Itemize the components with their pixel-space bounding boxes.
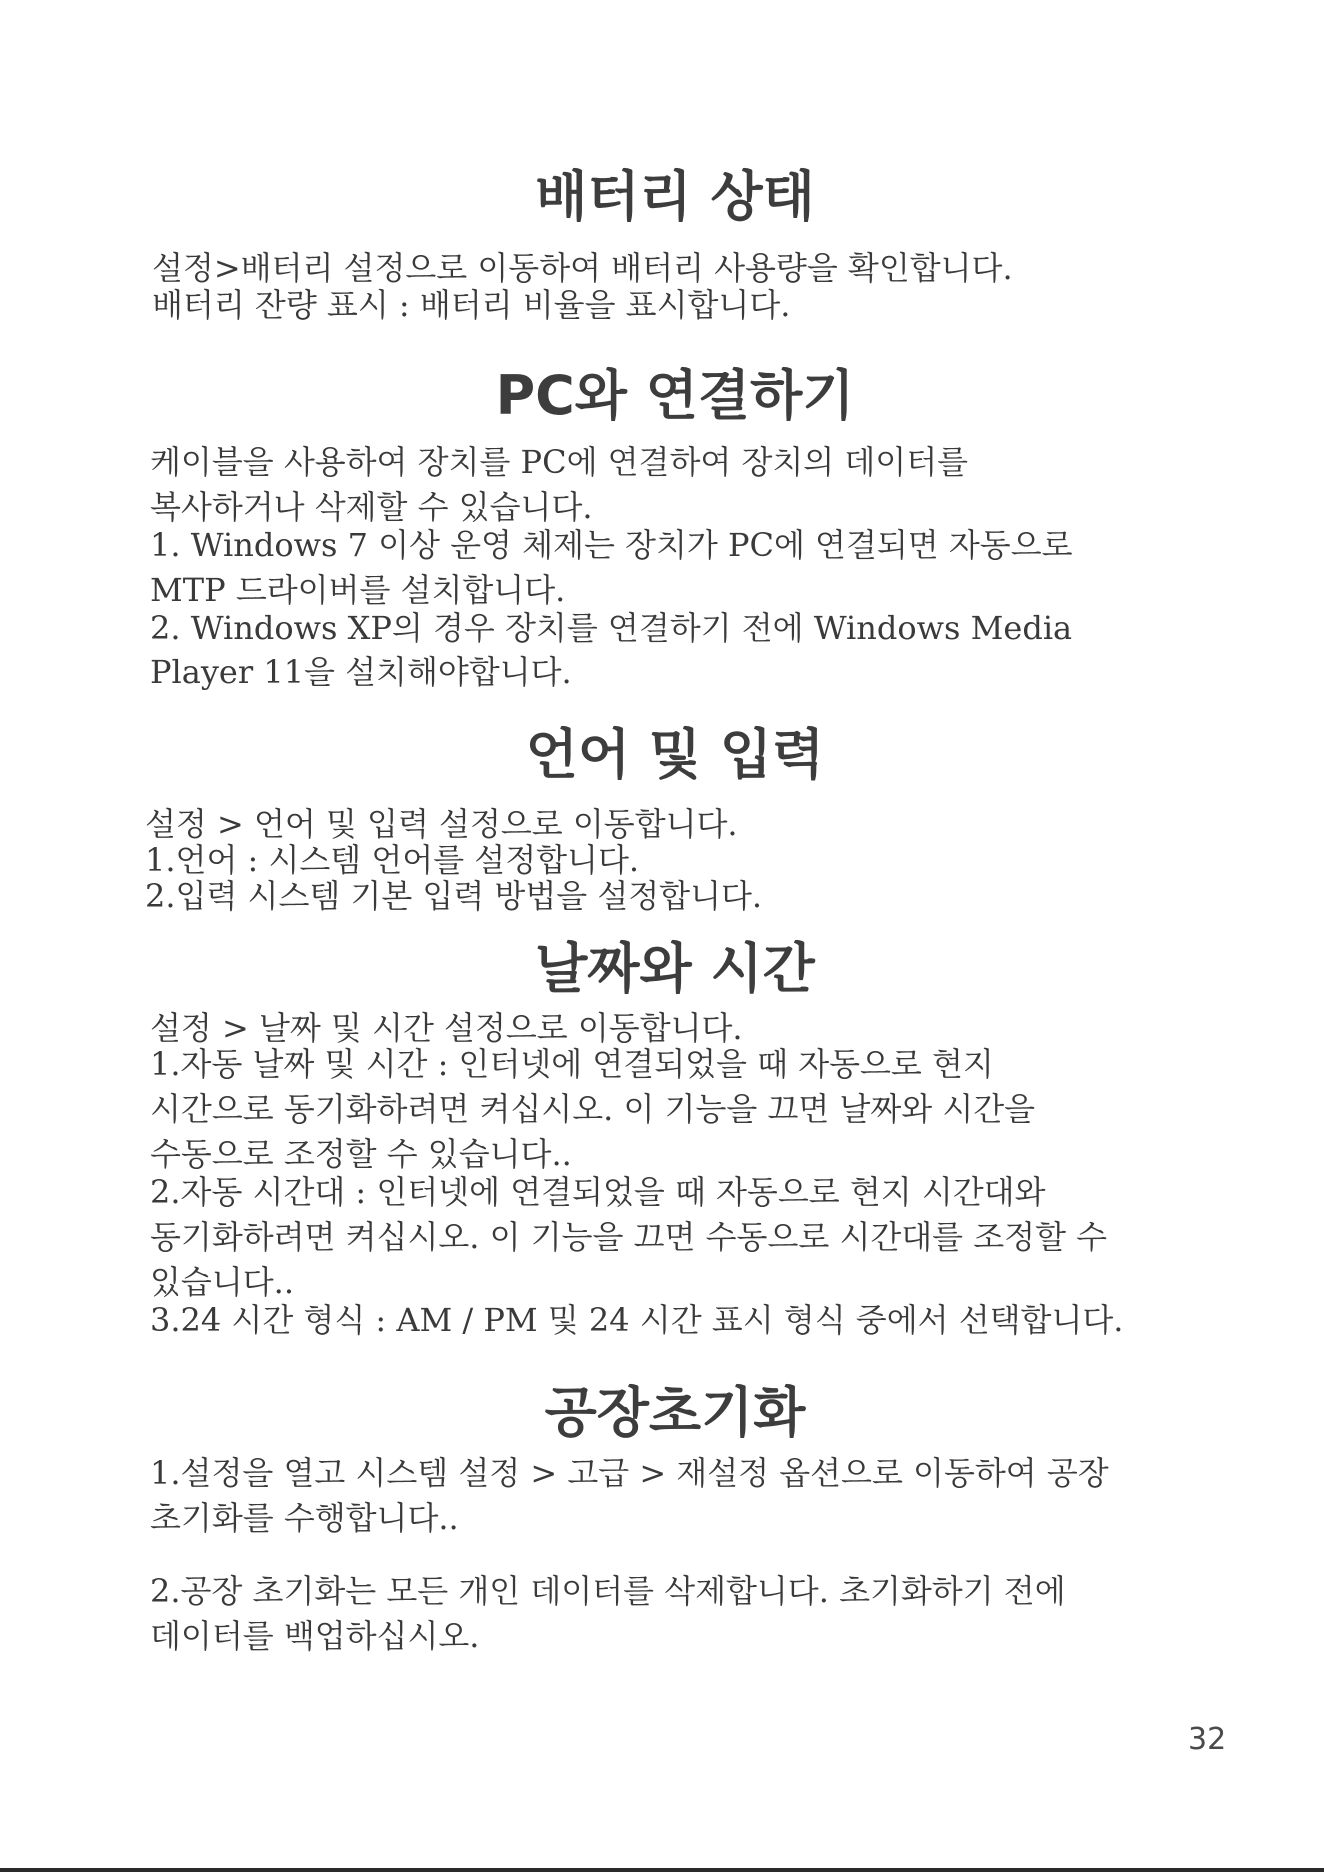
body-line: 초기화를 수행합니다..	[150, 1499, 459, 1537]
body-line: 2.입력 시스템 기본 입력 방법을 설정합니다.	[145, 877, 763, 915]
page-number: 32	[1188, 1722, 1227, 1757]
body-line: 수동으로 조정할 수 있습니다..	[150, 1135, 572, 1173]
body-line: 시간으로 동기화하려면 켜십시오. 이 기능을 끄면 날짜와 시간을	[150, 1090, 1036, 1128]
bottom-divider	[0, 1868, 1324, 1872]
body-line: 1. Windows 7 이상 운영 체제는 장치가 PC에 연결되면 자동으로	[150, 526, 1073, 564]
section-title-language: 언어 및 입력	[525, 723, 825, 786]
body-line: 2.공장 초기화는 모든 개인 데이터를 삭제합니다. 초기화하기 전에	[150, 1572, 1066, 1610]
section-title-factory-reset: 공장초기화	[544, 1381, 806, 1444]
body-line: MTP 드라이버를 설치합니다.	[150, 571, 566, 609]
section-title-battery: 배터리 상태	[535, 165, 815, 228]
body-line: 복사하거나 삭제할 수 있습니다.	[150, 488, 593, 526]
section-title-date-time: 날짜와 시간	[535, 937, 815, 1000]
body-line: 2.자동 시간대 : 인터넷에 연결되었을 때 자동으로 현지 시간대와	[150, 1173, 1046, 1211]
body-line: 동기화하려면 켜십시오. 이 기능을 끄면 수동으로 시간대를 조정할 수	[150, 1218, 1108, 1256]
body-line: 배터리 잔량 표시 : 배터리 비율을 표시합니다.	[152, 286, 791, 324]
body-line: 2. Windows XP의 경우 장치를 연결하기 전에 Windows Media	[150, 609, 1073, 647]
body-line: 데이터를 백업하십시오.	[150, 1617, 480, 1655]
section-title-pc-connection: PC와 연결하기	[495, 364, 855, 427]
body-line: 3.24 시간 형식 : AM / PM 및 24 시간 표시 형식 중에서 선택합니다.	[150, 1301, 1124, 1339]
body-line: 1.언어 : 시스템 언어를 설정합니다.	[145, 841, 640, 879]
body-line: 설정 > 언어 및 입력 설정으로 이동합니다.	[145, 805, 738, 843]
body-line: 1.설정을 열고 시스템 설정 > 고급 > 재설정 옵션으로 이동하여 공장	[150, 1454, 1109, 1492]
body-line: 설정 > 날짜 및 시간 설정으로 이동합니다.	[150, 1009, 743, 1047]
body-line: Player 11을 설치해야합니다.	[150, 653, 572, 691]
body-line: 1.자동 날짜 및 시간 : 인터넷에 연결되었을 때 자동으로 현지	[150, 1045, 994, 1083]
body-line: 있습니다..	[150, 1263, 294, 1301]
body-line: 설정>배터리 설정으로 이동하여 배터리 사용량을 확인합니다.	[152, 249, 1013, 287]
body-line: 케이블을 사용하여 장치를 PC에 연결하여 장치의 데이터를	[150, 443, 969, 481]
